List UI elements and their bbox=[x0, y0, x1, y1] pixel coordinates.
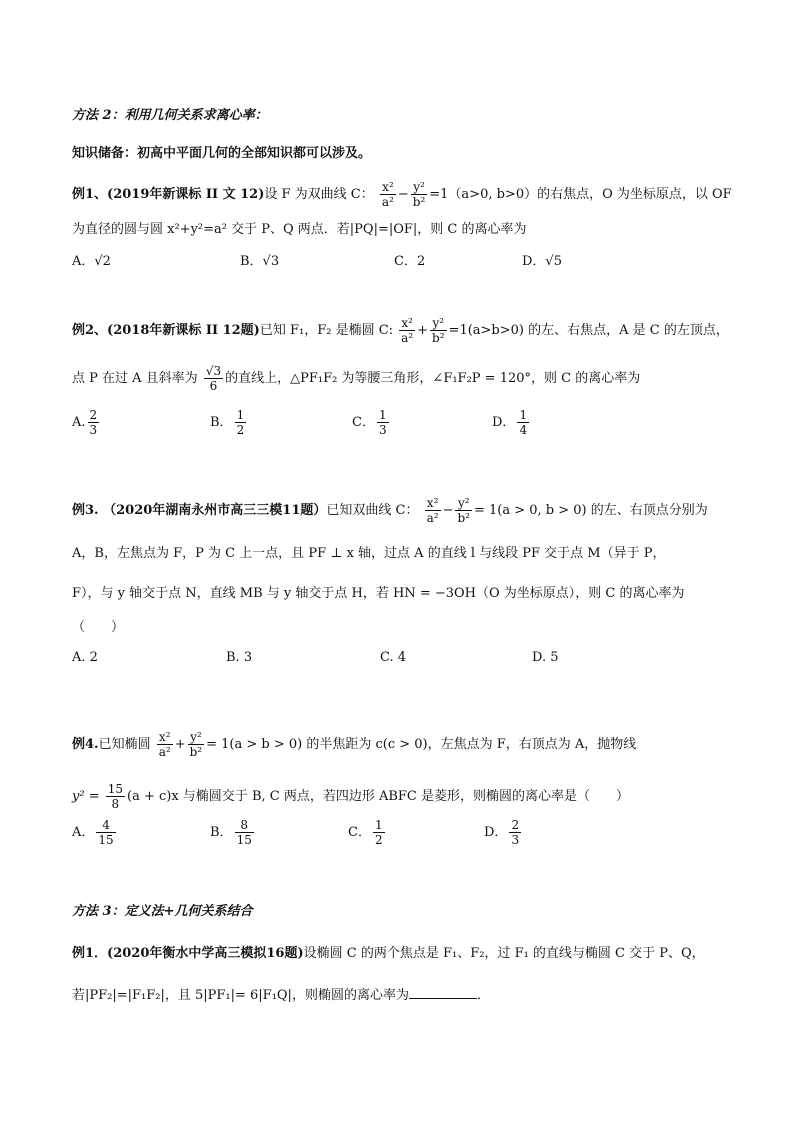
frac-num: 1 bbox=[378, 408, 387, 422]
ex1-label: 例1、(2019年新课标 II 文 12) bbox=[72, 187, 265, 202]
frac-num: y² bbox=[188, 730, 205, 745]
ex2-line2-tail: 的直线上，△PF₁F₂ 为等腰三角形，∠F₁F₂P = 120°，则 C 的离心率为 bbox=[225, 371, 641, 386]
ex4-label: 例4. bbox=[72, 737, 99, 752]
choice-frac bbox=[509, 818, 521, 847]
ex1-line2: 为直径的圆与圆 x²+y²=a² 交于 P、Q 两点．若|PQ|=|OF|，则 C 的离心率为 bbox=[72, 222, 527, 237]
choice-letter: D． bbox=[484, 825, 508, 840]
method3-title: 方法 3：定义法+几何关系结合 bbox=[72, 904, 253, 919]
choice-frac bbox=[235, 408, 247, 437]
ex3-choice-b: B. 3 bbox=[226, 650, 253, 665]
choice-letter: B． bbox=[210, 825, 233, 840]
frac-num: y² bbox=[411, 180, 428, 195]
ex4-choice-c bbox=[348, 818, 387, 847]
frac-den: a² bbox=[426, 511, 439, 525]
ex1-choice-a: A．√2 bbox=[72, 254, 111, 269]
method2-title: 方法 2：利用几何关系求离心率： bbox=[72, 108, 268, 123]
ex4-tail: = 1(a > b > 0) 的半焦距为 c(c > 0)，左焦点为 F，右顶点为 A，抛物线 bbox=[206, 737, 637, 752]
ex3-text: 已知双曲线 C： bbox=[326, 503, 419, 518]
minus-sign: − bbox=[397, 187, 409, 202]
frac-den: 15 bbox=[236, 833, 252, 847]
choice-frac bbox=[377, 408, 389, 437]
choice-letter: C． bbox=[352, 415, 375, 430]
ex2-frac-y bbox=[430, 316, 447, 345]
choice-letter: D． bbox=[492, 415, 516, 430]
ex2-choice-b bbox=[210, 408, 248, 437]
ex2-line1 bbox=[72, 316, 734, 345]
frac-num: √3 bbox=[205, 364, 222, 378]
ex5-line2 bbox=[72, 986, 734, 1006]
frac-num: 1 bbox=[236, 408, 245, 422]
ex5-line1 bbox=[72, 944, 734, 964]
frac-den: 8 bbox=[111, 797, 120, 811]
frac-den: a² bbox=[158, 745, 171, 759]
choice-frac bbox=[88, 408, 100, 437]
frac-num: x² bbox=[380, 180, 396, 195]
frac-den: 3 bbox=[511, 833, 520, 847]
ex4-line2-head: y² = bbox=[72, 789, 100, 804]
ex3-label: 例3. （2020年湖南永州市高三三模11题） bbox=[72, 503, 327, 518]
ex1-choice-b: B．√3 bbox=[240, 254, 280, 269]
ex2-choice-a bbox=[72, 408, 101, 437]
ex3-frac-x bbox=[425, 496, 441, 525]
choice-letter: B． bbox=[210, 415, 233, 430]
ex4-line2-tail: (a + c)x 与椭圆交于 B, C 两点，若四边形 ABFC 是菱形，则椭圆的离心率是（ ） bbox=[127, 789, 630, 804]
ex3-choice-c: C. 4 bbox=[380, 650, 407, 665]
choice-frac bbox=[96, 818, 115, 847]
ex1-choice-d: D．√5 bbox=[522, 254, 562, 269]
ex4-frac-y bbox=[188, 730, 205, 759]
frac-den: 3 bbox=[89, 423, 98, 437]
ex5-line2-end: ． bbox=[476, 988, 490, 1003]
frac-den: b² bbox=[189, 745, 203, 759]
ex2-text: 已知 F₁，F₂ 是椭圆 C: bbox=[259, 323, 394, 338]
ex3-choice-a: A. 2 bbox=[72, 650, 98, 665]
ex1-frac-x bbox=[380, 180, 396, 209]
frac-den: 15 bbox=[98, 833, 114, 847]
ex3-line4: （ ） bbox=[72, 620, 125, 635]
ex3-frac-y bbox=[455, 496, 472, 525]
choice-frac bbox=[517, 408, 529, 437]
ex2-line2 bbox=[72, 364, 734, 393]
frac-den: 4 bbox=[519, 423, 528, 437]
ex2-label: 例2、(2018年新课标 II 12题) bbox=[72, 323, 260, 338]
ex3-tail: = 1(a > 0, b > 0) 的左、右顶点分别为 bbox=[473, 503, 708, 518]
knowledge-note: 知识储备：初高中平面几何的全部知识都可以涉及。 bbox=[72, 146, 372, 161]
frac-num: 1 bbox=[374, 818, 383, 832]
ex1-frac-y bbox=[411, 180, 428, 209]
ex4-line2 bbox=[72, 782, 734, 811]
frac-den: 2 bbox=[374, 833, 383, 847]
ex4-coef-frac bbox=[106, 782, 125, 811]
frac-num: 2 bbox=[89, 408, 98, 422]
ex3-line3: F），与 y 轴交于点 N，直线 MB 与 y 轴交于点 H，若 HN = −3OH（O 为坐标原点），则 C 的离心率为 bbox=[72, 586, 685, 601]
ex4-choice-a bbox=[72, 818, 118, 847]
choice-frac bbox=[235, 818, 254, 847]
ex2-choice-d bbox=[492, 408, 531, 437]
choice-letter: A． bbox=[72, 825, 95, 840]
frac-den: b² bbox=[412, 195, 426, 209]
minus-sign: − bbox=[442, 503, 454, 518]
frac-den: b² bbox=[432, 331, 445, 345]
frac-den: 2 bbox=[236, 423, 245, 437]
plus-sign: + bbox=[174, 737, 186, 752]
frac-den: 3 bbox=[378, 423, 387, 437]
frac-num: 15 bbox=[107, 782, 124, 796]
ex4-choice-b bbox=[210, 818, 256, 847]
ex4-frac-x bbox=[157, 730, 173, 759]
ex4-line1 bbox=[72, 730, 734, 759]
frac-num: 8 bbox=[235, 818, 254, 833]
ex2-line2-head: 点 P 在过 A 且斜率为 bbox=[72, 371, 198, 386]
choice-frac bbox=[373, 818, 385, 847]
ex1-choice-c: C．2 bbox=[394, 254, 426, 269]
frac-num: 4 bbox=[96, 818, 115, 833]
ex2-slope-frac bbox=[204, 364, 223, 393]
ex2-tail: =1(a>b>0) 的左、右焦点，A 是 C 的左顶点， bbox=[448, 323, 729, 338]
ex5-label: 例1．(2020年衡水中学高三模拟16题) bbox=[72, 946, 304, 961]
ex4-choice-d bbox=[484, 818, 523, 847]
ex2-frac-x bbox=[399, 316, 415, 345]
plus-sign: + bbox=[417, 323, 429, 338]
ex1-tail: =1（a>0, b>0）的右焦点，O 为坐标原点，以 OF bbox=[429, 187, 732, 202]
frac-num: x² bbox=[399, 316, 415, 331]
choice-letter: A. bbox=[72, 415, 86, 430]
ex1-line1 bbox=[72, 180, 734, 209]
ex5-text: 设椭圆 C 的两个焦点是 F₁、F₂，过 F₁ 的直线与椭圆 C 交于 P、Q， bbox=[303, 946, 705, 961]
frac-den: a² bbox=[401, 331, 414, 345]
frac-den: b² bbox=[457, 511, 470, 525]
ex2-choice-c bbox=[352, 408, 391, 437]
ex5-line2-text: 若|PF₂|=|F₁F₂|，且 5|PF₁|= 6|F₁Q|，则椭圆的离心率为 bbox=[72, 988, 409, 1003]
ex1-text: 设 F 为双曲线 C： bbox=[264, 187, 374, 202]
frac-num: 1 bbox=[519, 408, 528, 422]
frac-num: 2 bbox=[511, 818, 520, 832]
ex3-line1 bbox=[72, 496, 734, 525]
frac-num: y² bbox=[430, 316, 447, 331]
choice-letter: C． bbox=[348, 825, 371, 840]
frac-num: y² bbox=[455, 496, 472, 511]
frac-den: a² bbox=[381, 195, 394, 209]
ex3-choice-d: D. 5 bbox=[532, 650, 559, 665]
frac-den: 6 bbox=[209, 379, 218, 393]
answer-blank[interactable] bbox=[409, 986, 477, 999]
ex3-line2: A，B，左焦点为 F，P 为 C 上一点，且 PF ⊥ x 轴，过点 A 的直线 l 与线段 PF 交于点 M（异于 P， bbox=[72, 546, 666, 561]
frac-num: x² bbox=[157, 730, 173, 745]
ex4-text: 已知椭圆 bbox=[98, 737, 151, 752]
frac-num: x² bbox=[425, 496, 441, 511]
